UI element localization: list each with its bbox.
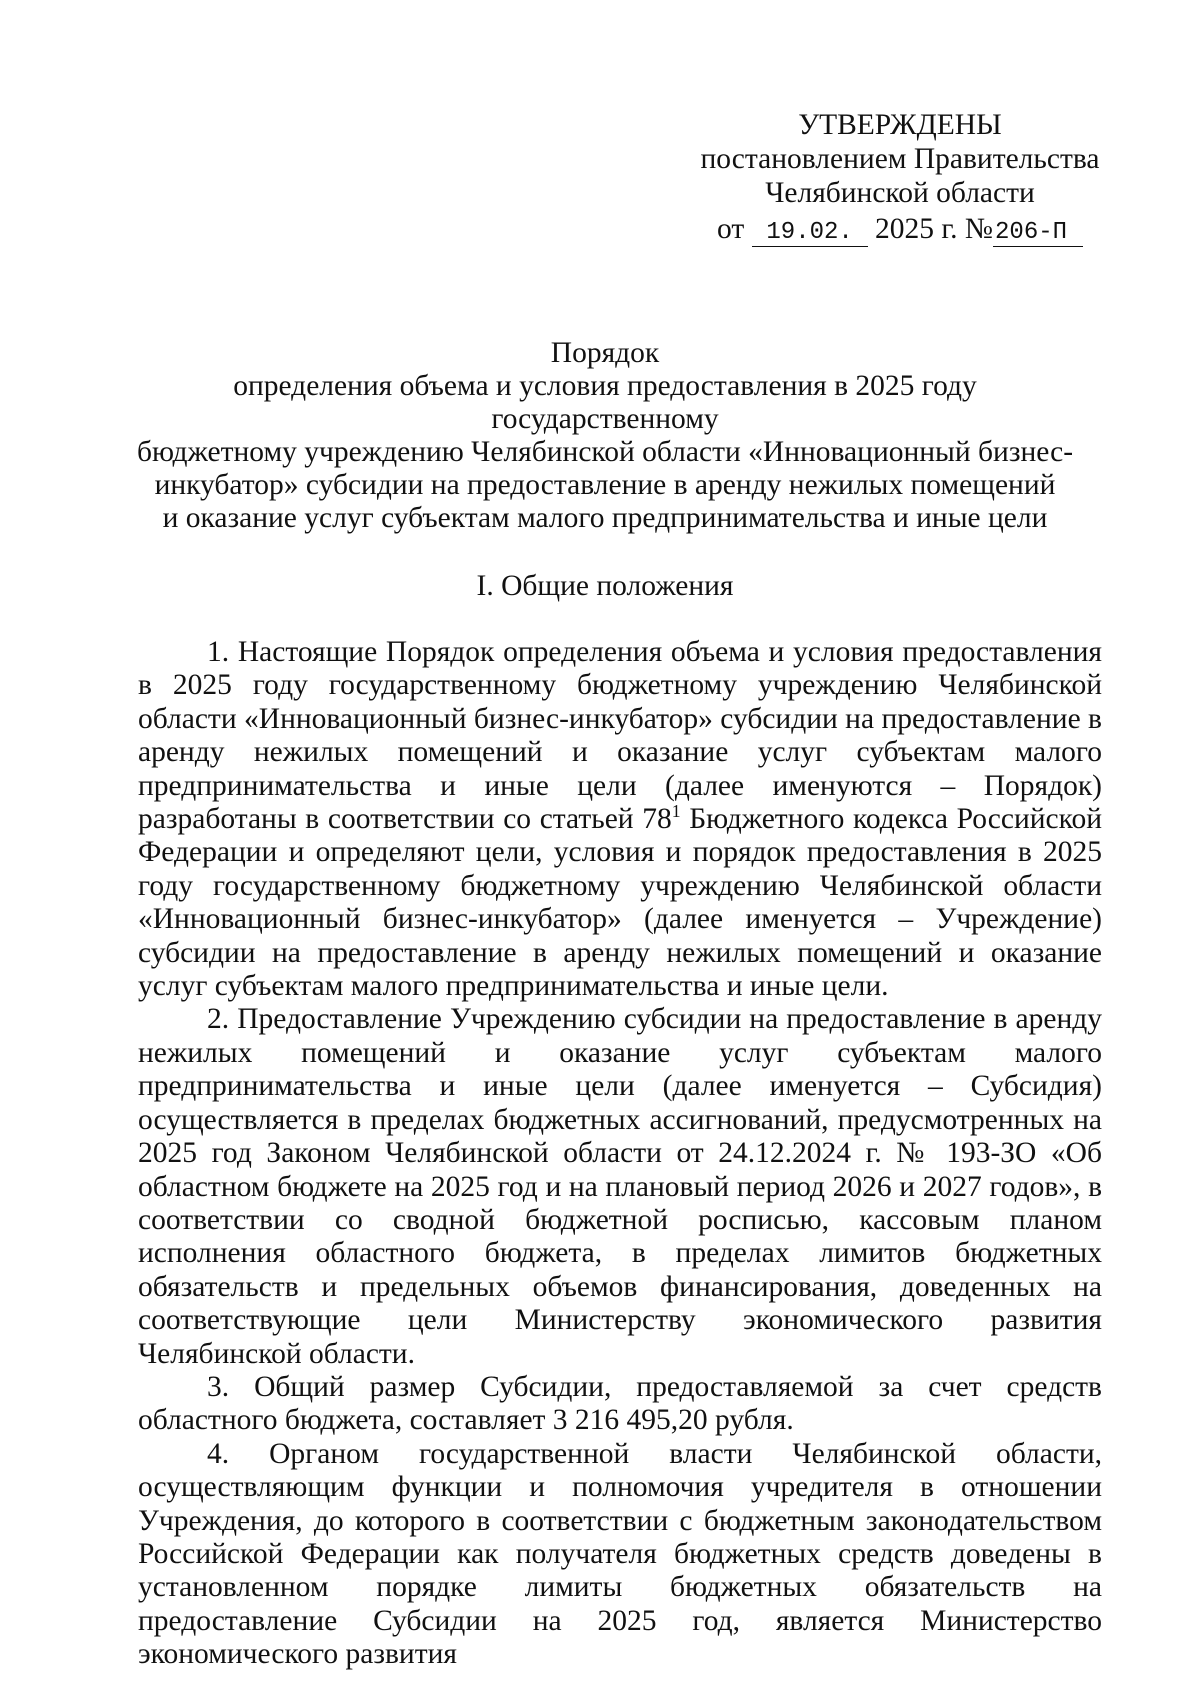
- document-title: [120, 337, 1090, 535]
- approval-heading: УТВЕРЖДЕНЫ: [798, 109, 1002, 141]
- approval-stamp-block: [700, 108, 1100, 247]
- paragraph-2: 2. Предоставление Учреждению субсидии на предоставление в аренду нежилых помещений и оказание услуг субъектам малого предпринимательства и иные цели (далее именуется – Субсидия) осуществляется в пределах бюджетных ассигнований, предусмотренных на 2025 год Законом Челябинской области от 24.12.2024 г. № 193-ЗО «Об областном бюджете на 2025 год и на плановый период 2026 и 2027 годов», в соответствии со сводной бюджетной росписью, кассовым планом исполнения областного бюджета, в пределах лимитов бюджетных обязательств и предельных объемов финансирования, доведенных на соответствующие цели Министерству экономического развития Челябинской области.: [138, 1003, 1102, 1370]
- paragraph-4: 4. Органом государственной власти Челябинской области, осуществляющим функции и полномочия учредителя в отношении Учреждения, до которого в соответствии с бюджетным законодательством Российской Федерации как получателя бюджетных средств доведены в установленном порядке лимиты бюджетных обязательств на предоставление Субсидии на 2025 год, является Министерство экономического развития: [138, 1437, 1102, 1671]
- date-year: 2025 г. №: [874, 213, 994, 245]
- date-prefix: от: [716, 213, 745, 245]
- title-heading: Порядок: [550, 337, 660, 369]
- approval-issuer: постановлением Правительства: [700, 143, 1100, 175]
- title-line: определения объема и условия предоставления в 2025 году государственному: [233, 370, 977, 435]
- title-line: инкубатор» субсидии на предоставление в аренду нежилых помещений: [154, 469, 1056, 501]
- paragraph-3: 3. Общий размер Субсидии, предоставляемой за счет средств областного бюджета, составляет 3 216 495,20 рубля.: [138, 1370, 1102, 1437]
- approval-date-line: [717, 212, 1083, 247]
- document-body: [138, 636, 1102, 1672]
- paragraph-1-text-b: Бюджетного кодекса Российской Федерации и определяют цели, условия и порядок предоставления в 2025 году государственному бюджетному учреждению Челябинской области «Инновационный бизнес-инкубатор» (далее именуется – Учреждение) субсидии на предоставление в аренду нежилых помещений и оказание услуг субъектам малого предпринимательства и иные цели.: [138, 803, 1103, 1003]
- paragraph-1: [138, 636, 1102, 1003]
- title-line: и оказание услуг субъектам малого предпринимательства и иные цели: [162, 502, 1048, 534]
- section-heading: I. Общие положения: [476, 570, 734, 602]
- date-value: 19.02.: [752, 220, 868, 247]
- title-line: бюджетному учреждению Челябинской области «Инновационный бизнес-: [136, 436, 1074, 468]
- document-number: 206-П: [993, 220, 1083, 247]
- approval-region: Челябинской области: [765, 177, 1035, 209]
- paragraph-1-text-a: 1. Настоящие Порядок определения объема и условия предоставления в 2025 году государственному бюджетному учреждению Челябинской области «Инновационный бизнес-инкубатор» субсидии на предоставление в аренду нежилых помещений и оказание услуг субъектам малого предпринимательства и иные цели (далее именуются – Порядок) разработаны в соответствии со статьей 78: [138, 636, 1102, 836]
- footnote-superscript: 1: [671, 801, 681, 822]
